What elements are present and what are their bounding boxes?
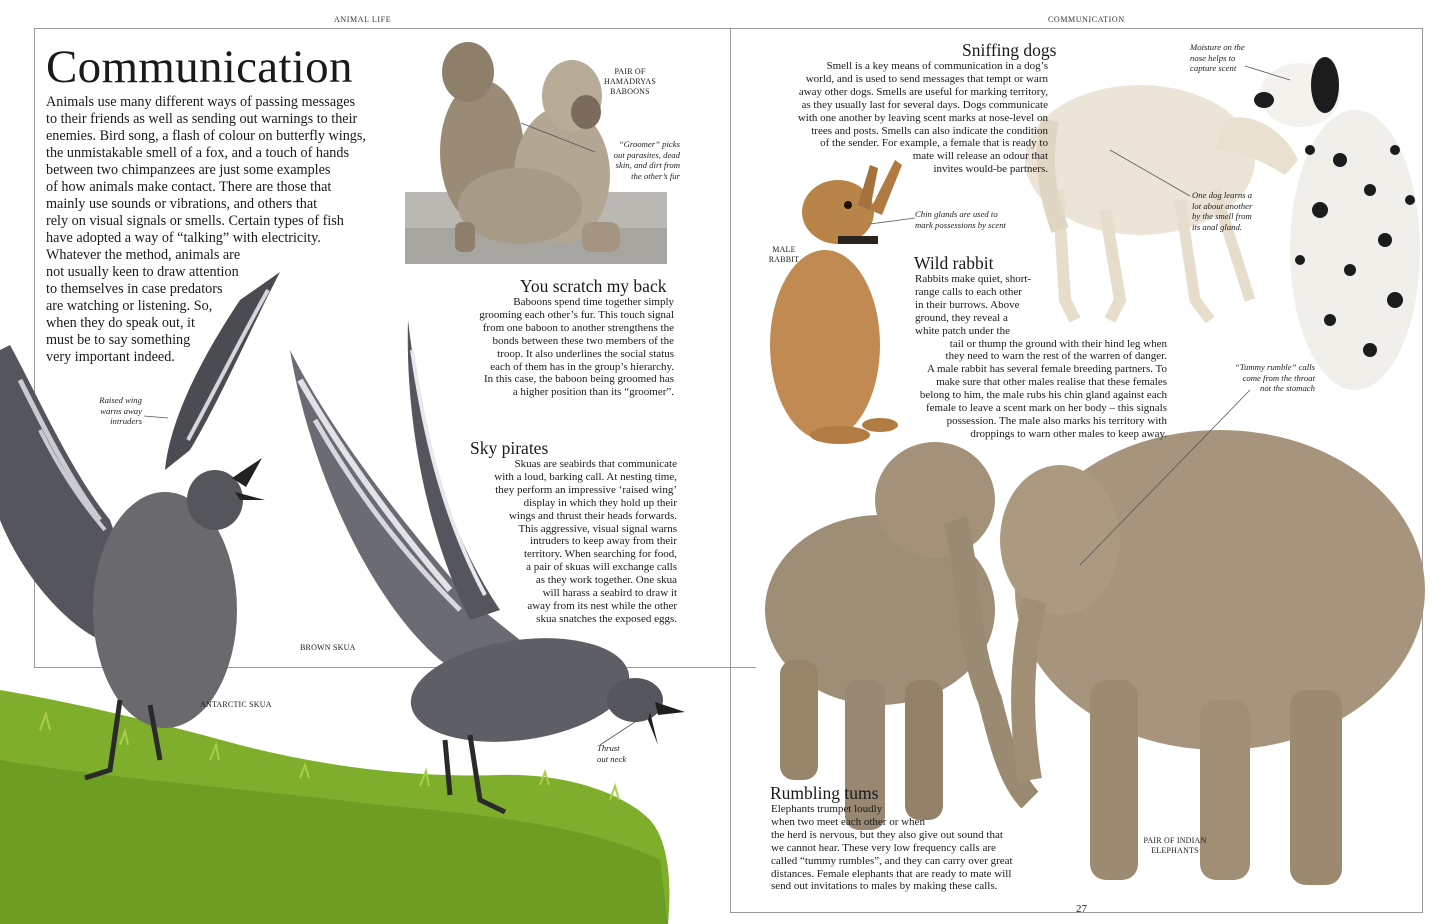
text-line: In this case, the baboon being groomed has bbox=[483, 373, 674, 386]
caption-line: HAMADRYAS bbox=[603, 77, 657, 86]
note-line: come from the throat bbox=[1242, 372, 1315, 383]
text-line: we cannot hear. These very low frequency calls are bbox=[771, 841, 996, 854]
note-line: “Tummy rumble” calls bbox=[1234, 362, 1315, 372]
note-line: skin, and dirt from bbox=[615, 160, 680, 170]
intro-line: to their friends as well as sending out warnings to their bbox=[46, 111, 358, 127]
note-line: the other’s fur bbox=[631, 170, 680, 181]
text-line: they perform an impressive ‘raised wing’ bbox=[495, 483, 677, 496]
note-line: by the smell from bbox=[1192, 211, 1252, 221]
page-number: 27 bbox=[1076, 903, 1087, 915]
text-line: as they usually last for several days. Dogs communicate bbox=[801, 98, 1048, 111]
note-line: Moisture on the bbox=[1190, 42, 1245, 52]
groomer-note bbox=[580, 139, 680, 181]
pirates-heading: Sky pirates bbox=[470, 438, 549, 458]
caption-line: MALE bbox=[772, 245, 796, 254]
elephants-caption bbox=[1130, 836, 1220, 856]
text-line: each of them has in the group’s hierarchy. bbox=[490, 360, 674, 373]
pirates-text bbox=[430, 458, 677, 626]
note-line: lot about another bbox=[1192, 200, 1253, 211]
text-line: as they work together. One skua bbox=[535, 574, 677, 587]
text-line: world, and is used to send messages that tempt or warn bbox=[805, 72, 1048, 85]
text-line: with one another by leaving scent marks at nose-level on bbox=[797, 111, 1048, 124]
scratch-heading: You scratch my back bbox=[520, 276, 667, 296]
note-line: warns away bbox=[100, 405, 142, 416]
scratch-text bbox=[440, 296, 674, 399]
text-line: in their burrows. Above bbox=[915, 298, 1020, 311]
moisture-note bbox=[1190, 42, 1245, 74]
raised-wing-note bbox=[80, 395, 142, 427]
intro-line: of how animals make contact. There are those that bbox=[46, 179, 332, 195]
text-line: mate will release an odour that bbox=[912, 150, 1048, 163]
note-line: mark possessions by scent bbox=[915, 219, 1006, 230]
text-line: will harass a seabird to draw it bbox=[542, 587, 677, 600]
note-line: out parasites, dead bbox=[613, 149, 680, 160]
text-line: wings and thrust their heads forwards. bbox=[508, 509, 677, 522]
text-line: troop. It also underlines the social status bbox=[497, 347, 674, 360]
intro-line: mainly use sounds or vibrations, and others that bbox=[46, 196, 318, 212]
caption-line: PAIR OF bbox=[614, 67, 646, 76]
text-line: skua snatches the exposed eggs. bbox=[536, 612, 677, 625]
text-line: A male rabbit has several female breeding partners. To bbox=[926, 363, 1167, 376]
text-line: Rabbits make quiet, short- bbox=[915, 273, 1032, 285]
text-line: Smell is a key means of communication in a dog’s bbox=[826, 60, 1048, 72]
note-line: capture scent bbox=[1190, 63, 1237, 73]
note-line: “Groomer” picks bbox=[618, 139, 680, 149]
caption-line: RABBIT bbox=[768, 255, 800, 264]
text-line: send out invitations to males by making these calls. bbox=[771, 880, 998, 893]
dogs-heading: Sniffing dogs bbox=[962, 40, 1057, 60]
text-line: a higher position than its “groomer”. bbox=[512, 386, 674, 399]
thrust-neck-note bbox=[597, 743, 626, 764]
text-line: ground, they reveal a bbox=[915, 311, 1008, 324]
text-line: droppings to warn other males to keep away. bbox=[970, 427, 1167, 440]
intro-line: very important indeed. bbox=[46, 349, 175, 365]
text-line: they need to warn the rest of the warren of danger. bbox=[945, 350, 1167, 363]
chin-gland-note bbox=[915, 209, 1006, 230]
brown-skua-caption: BROWN SKUA bbox=[300, 643, 356, 652]
text-line: belong to him, the male rubs his chin gland against each bbox=[919, 389, 1167, 402]
text-line: away other dogs. Smells are useful for marking territory, bbox=[798, 85, 1048, 98]
text-line: grooming each other’s fur. This touch signal bbox=[479, 308, 674, 321]
running-head-left: ANIMAL LIFE bbox=[334, 15, 392, 24]
elephants-text bbox=[771, 803, 1013, 893]
baboon-caption bbox=[585, 67, 675, 97]
note-line: nose helps to bbox=[1190, 52, 1236, 63]
note-line: intruders bbox=[110, 416, 142, 426]
note-line: Thrust bbox=[597, 743, 620, 753]
caption-line: ELEPHANTS bbox=[1151, 846, 1199, 855]
text-line: a pair of skuas will exchange calls bbox=[526, 561, 677, 574]
text-line: range calls to each other bbox=[915, 285, 1022, 298]
note-line: One dog learns a bbox=[1192, 190, 1253, 200]
text-line: called “tummy rumbles”, and they can carry over great bbox=[771, 854, 1013, 867]
intro-line: rely on visual signals or smells. Certain types of fish bbox=[46, 213, 344, 229]
intro-line: have adopted a way of “talking” with electricity. bbox=[46, 230, 321, 246]
running-head-right: COMMUNICATION bbox=[1048, 15, 1125, 24]
text-line: of the sender. For example, a female that is ready to bbox=[820, 137, 1048, 150]
text-line: Baboons spend time together simply bbox=[513, 296, 674, 308]
intro-line: between two chimpanzees are just some examples bbox=[46, 162, 331, 178]
dogs-text bbox=[775, 60, 1048, 176]
text-line: from one baboon to another strengthens the bbox=[482, 321, 674, 334]
dalmatian-photo bbox=[1254, 57, 1420, 390]
text-line: intruders to keep away from their bbox=[530, 535, 677, 548]
text-line: Elephants trumpet loudly bbox=[771, 803, 883, 815]
intro-line: are watching or listening. So, bbox=[46, 298, 213, 314]
text-line: display in which they hold up their bbox=[523, 496, 677, 509]
text-line: away from its nest while the other bbox=[527, 599, 677, 612]
text-line: the herd is nervous, but they also give out sound that bbox=[771, 828, 1003, 841]
text-line: Skuas are seabirds that communicate bbox=[514, 458, 677, 470]
text-line: territory. When searching for food, bbox=[523, 548, 677, 561]
page-title: Communication bbox=[46, 41, 353, 93]
note-line: not the stomach bbox=[1259, 383, 1315, 393]
text-line: make sure that other males realise that these females bbox=[936, 376, 1167, 389]
intro-line: when they do speak out, it bbox=[46, 315, 195, 331]
elephants-heading: Rumbling tums bbox=[770, 783, 879, 803]
caption-line: BABOONS bbox=[610, 87, 650, 96]
rabbit-caption bbox=[762, 245, 806, 265]
text-line: trees and posts. Smells can also indicate the condition bbox=[811, 124, 1048, 137]
note-line: Raised wing bbox=[99, 395, 142, 405]
intro-line: must be to say something bbox=[46, 332, 191, 348]
text-line: possession. The male also marks his territory with bbox=[946, 414, 1167, 427]
intro-line: enemies. Bird song, a flash of colour on butterfly wings, bbox=[46, 128, 366, 144]
text-line: with a loud, barking call. At nesting time, bbox=[494, 470, 677, 483]
tummy-rumble-note bbox=[1215, 362, 1315, 394]
note-line: its anal gland. bbox=[1192, 221, 1242, 232]
intro-line: to themselves in case predators bbox=[46, 281, 223, 297]
text-line: white patch under the bbox=[915, 324, 1010, 337]
rabbit-text bbox=[905, 273, 1167, 441]
text-line: when two meet each other or when bbox=[771, 815, 925, 828]
note-line: out neck bbox=[597, 753, 627, 764]
antarctic-skua-caption: ANTARCTIC SKUA bbox=[200, 700, 272, 709]
intro-line: not usually keen to draw attention bbox=[46, 264, 239, 280]
text-line: tail or thump the ground with their hind leg when bbox=[949, 337, 1167, 350]
rabbit-photo bbox=[770, 160, 902, 444]
intro-line: Animals use many different ways of passing messages bbox=[46, 94, 356, 110]
anal-gland-note bbox=[1192, 190, 1252, 232]
text-line: invites would-be partners. bbox=[933, 163, 1048, 176]
text-line: distances. Female elephants that are ready to mate will bbox=[771, 867, 1012, 880]
caption-line: PAIR OF INDIAN bbox=[1143, 836, 1207, 845]
intro-line: Whatever the method, animals are bbox=[46, 247, 241, 263]
text-line: female to leave a scent mark on her body – this signals bbox=[925, 402, 1167, 415]
rabbit-heading: Wild rabbit bbox=[914, 253, 994, 273]
intro-paragraph bbox=[46, 94, 366, 366]
text-line: This aggressive, visual signal warns bbox=[518, 522, 677, 535]
intro-line: the unmistakable smell of a fox, and a touch of hands bbox=[46, 145, 349, 161]
text-line: bonds between these two members of the bbox=[492, 334, 674, 347]
note-line: Chin glands are used to bbox=[915, 209, 998, 219]
